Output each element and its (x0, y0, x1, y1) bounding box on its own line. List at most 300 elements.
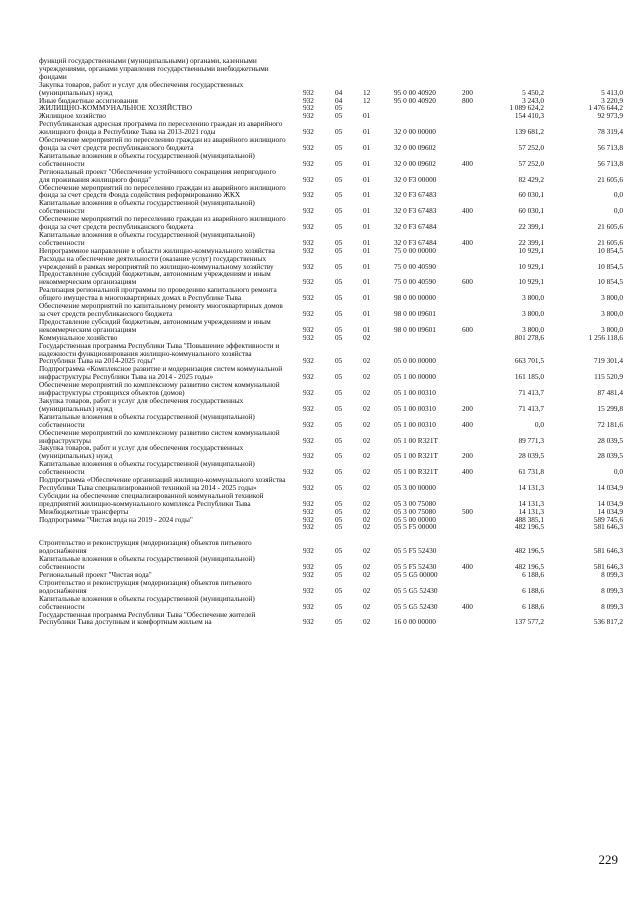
cell-rz: 05 (335, 498, 343, 508)
cell-csr: 75 0 00 00000 (394, 245, 436, 255)
cell-glav: 932 (303, 142, 314, 152)
cell-rz: 05 (335, 617, 343, 627)
row-name: Реализация региональной программы по проведению капитального ремонта общего имущества в многоквартирных домах в Республике Тыва (39, 285, 277, 303)
cell-v1: 488 385,1 (514, 514, 544, 524)
cell-glav: 932 (303, 546, 314, 556)
cell-csr: 75 0 00 40590 (394, 277, 436, 287)
cell-v1: 3 800,0 (522, 293, 544, 303)
cell-csr: 05 5 F5 52430 (394, 546, 437, 556)
cell-csr: 05 1 00 00310 (394, 403, 436, 413)
cell-glav: 932 (303, 261, 314, 271)
cell-v2: 21 605,6 (597, 237, 623, 247)
cell-v2: 56 713,8 (597, 142, 623, 152)
row-name: Обеспечение мероприятий по переселению граждан из аварийного жилищного фонда за счет средств Фонда содействия реформированию ЖКХ (39, 182, 286, 200)
row-name: Коммунальное хозяйство (39, 332, 118, 342)
cell-rz: 05 (335, 206, 343, 216)
cell-csr: 05 0 00 00000 (394, 356, 436, 366)
cell-v2: 581 646,3 (593, 522, 623, 532)
cell-csr: 05 1 00 R321T (394, 451, 438, 461)
cell-glav: 932 (303, 158, 314, 168)
row-name: Капитальные вложения в объекты государственной (муниципальной) собственности (39, 459, 255, 477)
cell-v1: 10 929,1 (518, 245, 544, 255)
row-name: Обеспечение мероприятий по переселению граждан из аварийного жилищного фонда за счет средств республиканского бюджета (39, 214, 286, 232)
cell-v1: 14 131,3 (518, 506, 544, 516)
cell-vr: 400 (462, 562, 473, 572)
cell-rz: 05 (335, 190, 343, 200)
cell-vr: 800 (462, 95, 473, 105)
cell-v2: 8 099,3 (601, 601, 623, 611)
cell-pr: 02 (363, 482, 371, 492)
cell-rz: 05 (335, 403, 343, 413)
row-codes (0, 523, 640, 531)
cell-pr: 01 (363, 222, 371, 232)
cell-glav: 932 (303, 388, 314, 398)
cell-pr: 02 (363, 435, 371, 445)
cell-pr: 02 (363, 522, 371, 532)
row-name: Строительство и реконструкция (модернизация) объектов питьевого водоснабжения (39, 538, 252, 556)
table-row (0, 523, 640, 531)
cell-v1: 14 131,3 (518, 482, 544, 492)
cell-v2: 21 605,6 (597, 174, 623, 184)
cell-pr: 02 (363, 451, 371, 461)
cell-csr: 32 0 F3 67483 (394, 206, 437, 216)
table-row (0, 539, 640, 555)
cell-glav: 932 (303, 237, 314, 247)
cell-csr: 16 0 00 00000 (394, 617, 436, 627)
cell-csr: 05 1 00 R321T (394, 467, 438, 477)
table-row (0, 444, 640, 460)
cell-glav: 932 (303, 419, 314, 429)
table-row (0, 413, 640, 429)
cell-csr: 05 5 G5 00000 (394, 570, 438, 579)
row-name: Субсидии на обеспечение специализированной коммунальной техникой предприятий жилищно-коммунального комплекса Республики Тыва (39, 490, 264, 508)
cell-v2: 72 181,6 (597, 419, 623, 429)
row-name: Капитальные вложения в объекты государственной (муниципальной) собственности (39, 150, 255, 168)
cell-csr: 95 0 00 40920 (394, 87, 436, 97)
cell-csr: 98 0 00 00000 (394, 293, 436, 303)
page-number: 229 (598, 852, 618, 867)
cell-rz: 05 (335, 356, 343, 366)
row-name: Региональный проект "Чистая вода" (39, 569, 152, 579)
budget-table (0, 57, 640, 626)
cell-csr: 98 0 00 09601 (394, 309, 436, 319)
cell-v1: 71 413,7 (518, 388, 544, 398)
cell-csr: 05 1 00 00310 (394, 419, 436, 429)
cell-pr: 12 (363, 87, 371, 97)
cell-csr: 98 0 00 09601 (394, 324, 436, 334)
cell-glav: 932 (303, 293, 314, 303)
cell-pr: 02 (363, 514, 371, 524)
cell-v2: 10 854,5 (597, 245, 623, 255)
table-row (0, 231, 640, 247)
cell-v1: 154 410,3 (514, 111, 544, 121)
cell-v2: 5 413,0 (601, 87, 623, 97)
table-row (0, 302, 640, 318)
cell-pr: 02 (363, 372, 371, 382)
cell-rz: 05 (335, 309, 343, 319)
cell-v2: 0,0 (613, 190, 623, 200)
cell-glav: 932 (303, 482, 314, 492)
cell-v1: 0,0 (534, 419, 544, 429)
table-row (0, 57, 640, 81)
cell-rz: 05 (335, 174, 343, 184)
cell-glav: 932 (303, 467, 314, 477)
cell-glav: 932 (303, 324, 314, 334)
cell-v2: 15 299,8 (597, 403, 623, 413)
cell-v1: 482 196,5 (514, 562, 544, 572)
table-row (0, 492, 640, 508)
cell-v2: 21 605,6 (597, 222, 623, 232)
cell-v2: 115 520,9 (594, 372, 623, 382)
row-name: функций государственными (муниципальными) органами, казенными учреждениями, органами управления государственными внебюджетными фондами (39, 56, 269, 81)
cell-csr: 05 5 G5 52430 (394, 601, 438, 611)
cell-vr: 200 (462, 403, 473, 413)
table-row (0, 136, 640, 152)
cell-glav: 932 (303, 277, 314, 287)
row-codes (0, 516, 640, 524)
cell-pr: 01 (363, 237, 371, 247)
cell-pr: 01 (363, 324, 371, 334)
cell-v1: 6 188,6 (522, 570, 544, 579)
row-name: Капитальные вложения в объекты государственной (муниципальной) собственности (39, 593, 255, 611)
cell-rz: 05 (335, 562, 343, 572)
cell-glav: 932 (303, 403, 314, 413)
cell-csr: 75 0 00 40590 (394, 261, 436, 271)
cell-vr: 400 (462, 237, 473, 247)
cell-v1: 14 131,3 (518, 498, 544, 508)
cell-rz: 05 (335, 522, 343, 532)
cell-v1: 89 771,3 (518, 435, 544, 445)
row-name: Капитальные вложения в объекты государственной (муниципальной) собственности (39, 198, 255, 216)
cell-vr: 400 (462, 158, 473, 168)
cell-pr: 01 (363, 293, 371, 303)
cell-v2: 1 476 644,2 (588, 103, 623, 113)
cell-v2: 14 034,9 (597, 482, 623, 492)
cell-csr: 95 0 00 40920 (394, 95, 436, 105)
cell-v1: 22 399,1 (518, 222, 544, 232)
cell-glav: 932 (303, 222, 314, 232)
cell-rz: 05 (335, 332, 343, 342)
cell-csr: 05 1 00 00310 (394, 388, 436, 398)
table-row (0, 152, 640, 168)
cell-rz: 05 (335, 245, 343, 255)
cell-rz: 05 (335, 127, 343, 137)
cell-v2: 581 646,3 (593, 562, 623, 572)
cell-v2: 589 745,6 (593, 514, 623, 524)
cell-pr: 02 (363, 419, 371, 429)
cell-v1: 57 252,0 (518, 158, 544, 168)
cell-v1: 161 185,0 (514, 372, 544, 382)
cell-pr: 02 (363, 562, 371, 572)
cell-rz: 04 (335, 95, 343, 105)
cell-csr: 32 0 00 09602 (394, 158, 436, 168)
table-row (0, 516, 640, 524)
cell-glav: 932 (303, 87, 314, 97)
row-name: Государственная программа Республики Тыва "Обеспечение жителей Республики Тыва доступным и комфортным жильем на (39, 609, 256, 627)
cell-rz: 05 (335, 142, 343, 152)
cell-v1: 482 196,5 (514, 546, 544, 556)
row-codes (0, 618, 640, 626)
cell-pr: 01 (363, 245, 371, 255)
table-row (0, 342, 640, 366)
cell-pr: 02 (363, 403, 371, 413)
cell-v1: 3 800,0 (522, 324, 544, 334)
cell-csr: 05 1 00 R321T (394, 435, 438, 445)
cell-v2: 3 800,0 (601, 324, 623, 334)
cell-pr: 01 (363, 127, 371, 137)
cell-glav: 932 (303, 514, 314, 524)
cell-pr: 01 (363, 309, 371, 319)
cell-v2: 28 039,5 (597, 435, 623, 445)
cell-vr: 500 (462, 506, 473, 516)
cell-pr: 01 (363, 206, 371, 216)
cell-v1: 82 429,2 (518, 174, 544, 184)
cell-pr: 02 (363, 585, 371, 595)
cell-v2: 3 220,9 (601, 95, 623, 105)
cell-v2: 1 256 118,6 (588, 332, 623, 342)
table-row (0, 255, 640, 271)
cell-vr: 400 (462, 419, 473, 429)
row-name: Строительство и реконструкция (модернизация) объектов питьевого водоснабжения (39, 577, 252, 595)
table-row (0, 476, 640, 492)
table-row (0, 120, 640, 136)
cell-v2: 8 099,3 (601, 585, 623, 595)
cell-v2: 92 973,9 (597, 111, 623, 121)
cell-rz: 05 (335, 601, 343, 611)
table-row (0, 365, 640, 381)
cell-glav: 932 (303, 332, 314, 342)
cell-v2: 78 319,4 (597, 127, 623, 137)
table-row (0, 595, 640, 611)
table-row (0, 381, 640, 397)
cell-pr: 02 (363, 506, 371, 516)
cell-pr: 01 (363, 277, 371, 287)
cell-pr: 02 (363, 570, 371, 579)
cell-v1: 60 030,1 (518, 190, 544, 200)
row-name: Обеспечение мероприятий по комплексному развитию систем коммунальной инфраструктуры строящихся объектов (домов) (39, 380, 280, 398)
cell-vr: 200 (462, 451, 473, 461)
cell-csr: 32 0 F3 67484 (394, 237, 437, 247)
cell-v2: 87 481,4 (597, 388, 623, 398)
table-row (0, 81, 640, 97)
row-name: Закупка товаров, работ и услуг для обеспечения государственных (муниципальных) нужд (39, 443, 244, 461)
cell-glav: 932 (303, 585, 314, 595)
cell-csr: 05 1 00 00000 (394, 372, 436, 382)
cell-v2: 10 854,5 (597, 261, 623, 271)
cell-pr: 02 (363, 498, 371, 508)
cell-v1: 22 399,1 (518, 237, 544, 247)
cell-v2: 536 817,2 (593, 617, 623, 627)
cell-v2: 8 099,3 (601, 570, 623, 579)
cell-csr: 05 5 00 00000 (394, 514, 436, 524)
cell-v1: 663 701,5 (514, 356, 544, 366)
cell-pr: 02 (363, 467, 371, 477)
cell-v2: 14 034,9 (597, 498, 623, 508)
cell-rz: 05 (335, 277, 343, 287)
row-name: Обеспечение мероприятий по капитальному ремонту многоквартирных домов за счет средств республиканского бюджета (39, 301, 283, 318)
cell-vr: 400 (462, 206, 473, 216)
cell-glav: 932 (303, 562, 314, 572)
cell-rz: 05 (335, 570, 343, 579)
row-name: Республиканская адресная программа по переселению граждан из аварийного жилищного фонда в Республике Тыва на 2013-2021 годы (39, 119, 283, 137)
cell-v1: 801 278,6 (514, 332, 544, 342)
row-name: Капитальные вложения в объекты государственной (муниципальной) собственности (39, 229, 255, 247)
row-name: Иные бюджетные ассигнования (39, 95, 138, 105)
cell-v1: 6 188,6 (522, 601, 544, 611)
cell-csr: 05 3 00 75080 (394, 506, 436, 516)
cell-glav: 932 (303, 95, 314, 105)
cell-v1: 6 188,6 (522, 585, 544, 595)
cell-glav: 932 (303, 127, 314, 137)
table-row (0, 184, 640, 200)
cell-rz: 05 (335, 103, 343, 113)
row-name: ЖИЛИЩНО-КОММУНАЛЬНОЕ ХОЗЯЙСТВО (39, 103, 193, 113)
cell-v1: 28 039,5 (518, 451, 544, 461)
cell-rz: 05 (335, 324, 343, 334)
row-name: Подпрограмма «Комплексное развитие и модернизация систем коммунальной инфраструктуры Республики Тыва на 2014 - 2025 годы» (39, 364, 283, 382)
cell-rz: 05 (335, 261, 343, 271)
cell-glav: 932 (303, 435, 314, 445)
cell-csr: 32 0 F3 67483 (394, 190, 437, 200)
cell-glav: 932 (303, 601, 314, 611)
cell-v2: 56 713,8 (597, 158, 623, 168)
cell-rz: 05 (335, 372, 343, 382)
cell-rz: 05 (335, 435, 343, 445)
cell-rz: 05 (335, 546, 343, 556)
cell-pr: 01 (363, 142, 371, 152)
row-name: Обеспечение мероприятий по переселению граждан из аварийного жилищного фонда за счет средств республиканского бюджета (39, 135, 286, 152)
cell-glav: 932 (303, 570, 314, 579)
cell-v1: 482 196,5 (514, 522, 544, 532)
cell-rz: 05 (335, 514, 343, 524)
row-name: Жилищное хозяйство (39, 111, 106, 121)
row-name: Непрограммное направление в области жилищно-коммунального хозяйства (39, 245, 275, 255)
cell-pr: 01 (363, 111, 371, 121)
cell-pr: 01 (363, 174, 371, 184)
row-name: Подпрограмма "Чистая вода на 2019 - 2024 годы" (39, 514, 193, 524)
cell-rz: 05 (335, 467, 343, 477)
row-name: Закупка товаров, работ и услуг для обеспечения государственных (муниципальных) нужд (39, 395, 244, 413)
cell-v1: 1 089 624,2 (509, 103, 544, 113)
row-name: Предоставление субсидий бюджетным, автономным учреждениям и иным некоммерческим организациям (39, 269, 271, 287)
table-row (0, 429, 640, 445)
cell-vr: 600 (462, 277, 473, 287)
table-row (0, 318, 640, 334)
cell-v2: 719 301,4 (593, 356, 623, 366)
cell-glav: 932 (303, 103, 314, 113)
table-row (0, 286, 640, 302)
cell-csr: 32 0 00 00000 (394, 127, 436, 137)
cell-csr: 05 5 G5 52430 (394, 585, 438, 595)
cell-csr: 32 0 F3 00000 (394, 174, 437, 184)
table-row (0, 199, 640, 215)
row-name: Межбюджетные трансферты (39, 506, 129, 516)
row-name: Региональный проект "Обеспечение устойчивого сокращения непригодного для проживания жилищного фонда" (39, 166, 276, 184)
table-row (0, 215, 640, 231)
cell-pr: 02 (363, 601, 371, 611)
cell-vr: 600 (462, 324, 473, 334)
cell-glav: 932 (303, 356, 314, 366)
cell-csr: 05 3 00 75080 (394, 498, 436, 508)
cell-rz: 05 (335, 451, 343, 461)
cell-rz: 05 (335, 506, 343, 516)
cell-v1: 57 252,0 (518, 142, 544, 152)
cell-pr: 01 (363, 158, 371, 168)
row-name: Закупка товаров, работ и услуг для обеспечения государственных (муниципальных) нужд (39, 79, 244, 97)
cell-rz: 05 (335, 111, 343, 121)
cell-rz: 05 (335, 585, 343, 595)
cell-glav: 932 (303, 617, 314, 627)
cell-v2: 14 034,9 (597, 506, 623, 516)
cell-glav: 932 (303, 498, 314, 508)
cell-v1: 5 450,2 (522, 87, 544, 97)
cell-v1: 137 577,2 (514, 617, 544, 627)
cell-glav: 932 (303, 451, 314, 461)
cell-csr: 32 0 00 09602 (394, 142, 436, 152)
table-row (0, 611, 640, 627)
cell-vr: 200 (462, 87, 473, 97)
cell-pr: 01 (363, 190, 371, 200)
cell-csr: 05 5 F5 00000 (394, 522, 437, 532)
cell-csr: 32 0 F3 67484 (394, 222, 437, 232)
cell-glav: 932 (303, 174, 314, 184)
table-row (0, 460, 640, 476)
cell-rz: 05 (335, 237, 343, 247)
table-row (0, 168, 640, 184)
cell-csr: 05 5 F5 52430 (394, 562, 437, 572)
cell-rz: 05 (335, 158, 343, 168)
cell-rz: 05 (335, 293, 343, 303)
cell-rz: 04 (335, 87, 343, 97)
cell-v2: 581 646,3 (593, 546, 623, 556)
cell-glav: 932 (303, 372, 314, 382)
cell-pr: 02 (363, 617, 371, 627)
cell-v1: 61 731,8 (518, 467, 544, 477)
cell-v2: 0,0 (613, 206, 623, 216)
cell-v2: 3 800,0 (601, 293, 623, 303)
cell-rz: 05 (335, 222, 343, 232)
cell-glav: 932 (303, 190, 314, 200)
cell-vr: 400 (462, 601, 473, 611)
table-row (0, 270, 640, 286)
cell-glav: 932 (303, 309, 314, 319)
cell-glav: 932 (303, 206, 314, 216)
cell-pr: 02 (363, 546, 371, 556)
cell-glav: 932 (303, 111, 314, 121)
table-row (0, 555, 640, 571)
cell-v2: 0,0 (613, 467, 623, 477)
row-name: Обеспечение мероприятий по комплексному развитию систем коммунальной инфраструктуры (39, 427, 280, 445)
cell-glav: 932 (303, 522, 314, 532)
cell-v1: 60 030,1 (518, 206, 544, 216)
cell-v1: 3 800,0 (522, 309, 544, 319)
row-name: Подпрограмма «Обеспечение организаций жилищно-коммунального хозяйства Республики Тыва специализированной техникой на 2014 - 2025 годы» (39, 475, 286, 492)
cell-pr: 02 (363, 356, 371, 366)
cell-csr: 05 3 00 00000 (394, 482, 436, 492)
cell-v1: 10 929,1 (518, 277, 544, 287)
cell-pr: 01 (363, 261, 371, 271)
cell-v2: 3 800,0 (601, 309, 623, 319)
cell-pr: 12 (363, 95, 371, 105)
row-name: Предоставление субсидий бюджетным, автономным учреждениям и иным некоммерческим организациям (39, 316, 271, 334)
row-name: Капитальные вложения в объекты государственной (муниципальной) собственности (39, 411, 255, 429)
cell-pr: 02 (363, 388, 371, 398)
cell-rz: 05 (335, 419, 343, 429)
cell-v1: 71 413,7 (518, 403, 544, 413)
cell-v1: 10 929,1 (518, 261, 544, 271)
cell-pr: 02 (363, 332, 371, 342)
cell-v2: 28 039,5 (597, 451, 623, 461)
